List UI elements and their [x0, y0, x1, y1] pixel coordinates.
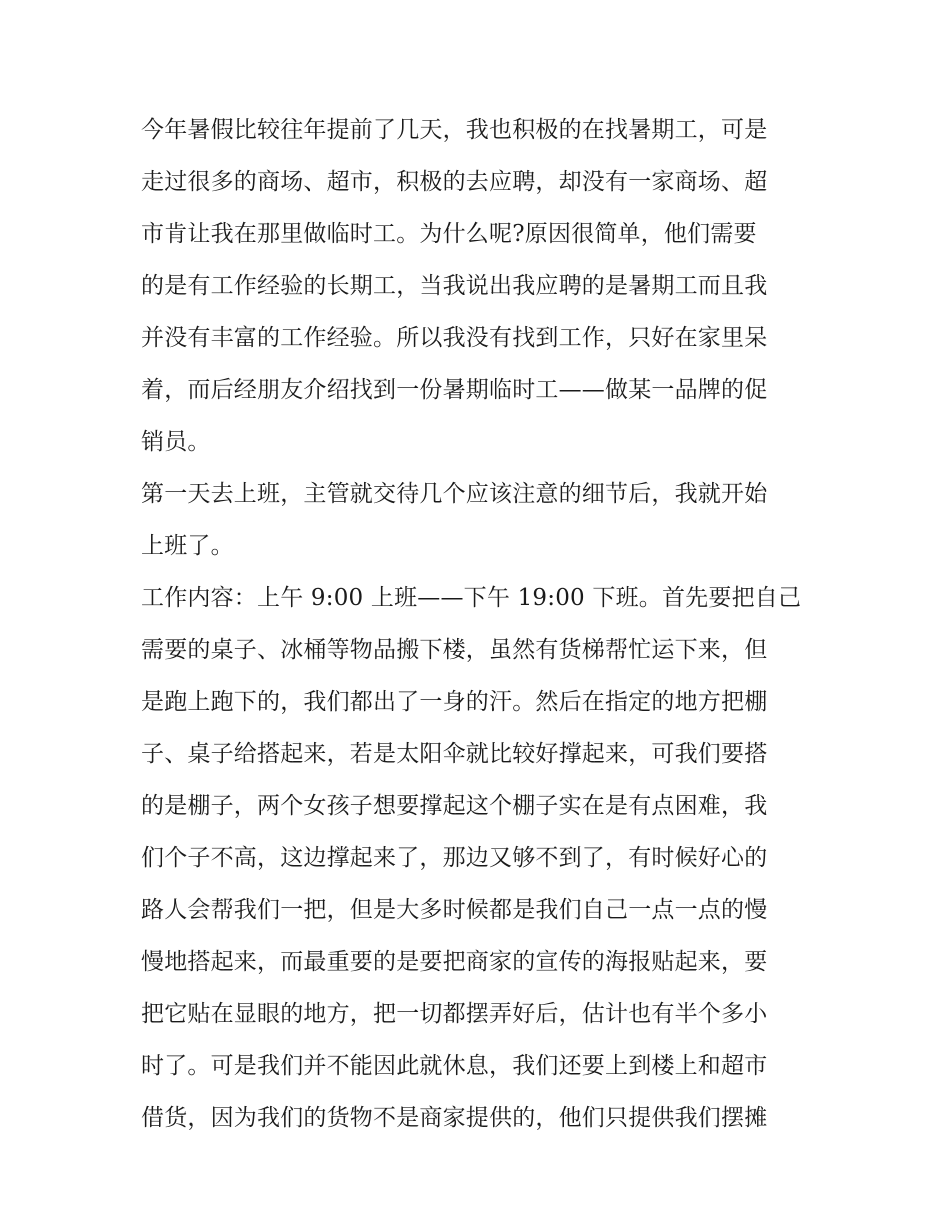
text-line: 把它贴在显眼的地方，把一切都摆弄好后，估计也有半个多小 — [141, 1001, 768, 1027]
text-line: 时了。可是我们并不能因此就休息，我们还要上到楼上和超市 — [141, 1053, 768, 1079]
paragraph-2 — [141, 468, 813, 572]
text-line: 是跑上跑下的，我们都出了一身的汗。然后在指定的地方把棚 — [141, 689, 768, 715]
text-line: 慢地搭起来，而最重要的是要把商家的宣传的海报贴起来，要 — [141, 949, 768, 975]
text-line: 市肯让我在那里做临时工。为什么呢?原因很简单，他们需要 — [141, 221, 757, 247]
text-line: 今年暑假比较往年提前了几天，我也积极的在找暑期工，可是 — [141, 117, 768, 143]
text-line: 工作内容：上午 9:00 上班——下午 19:00 下班。首先要把自己 — [141, 585, 802, 611]
paragraph-3 — [141, 572, 813, 1144]
text-line: 的是棚子，两个女孩子想要撑起这个棚子实在是有点困难，我 — [141, 793, 768, 819]
text-line: 的是有工作经验的长期工，当我说出我应聘的是暑期工而且我 — [141, 273, 768, 299]
text-line: 走过很多的商场、超市，积极的去应聘，却没有一家商场、超 — [141, 169, 768, 195]
text-line: 着，而后经朋友介绍找到一份暑期临时工——做某一品牌的促 — [141, 377, 768, 403]
text-line: 子、桌子给搭起来，若是太阳伞就比较好撑起来，可我们要搭 — [141, 741, 768, 767]
text-line: 第一天去上班，主管就交待几个应该注意的细节后，我就开始 — [141, 481, 768, 507]
text-line: 们个子不高，这边撑起来了，那边又够不到了，有时候好心的 — [141, 845, 768, 871]
paragraph-1 — [141, 104, 813, 468]
text-line: 借货，因为我们的货物不是商家提供的，他们只提供我们摆摊 — [141, 1105, 768, 1131]
text-line: 并没有丰富的工作经验。所以我没有找到工作，只好在家里呆 — [141, 325, 768, 351]
text-line: 销员。 — [141, 429, 211, 455]
text-line: 需要的桌子、冰桶等物品搬下楼，虽然有货梯帮忙运下来，但 — [141, 637, 768, 663]
text-line: 路人会帮我们一把，但是大多时候都是我们自己一点一点的慢 — [141, 897, 768, 923]
text-line: 上班了。 — [141, 533, 234, 559]
document-body — [141, 104, 813, 1144]
